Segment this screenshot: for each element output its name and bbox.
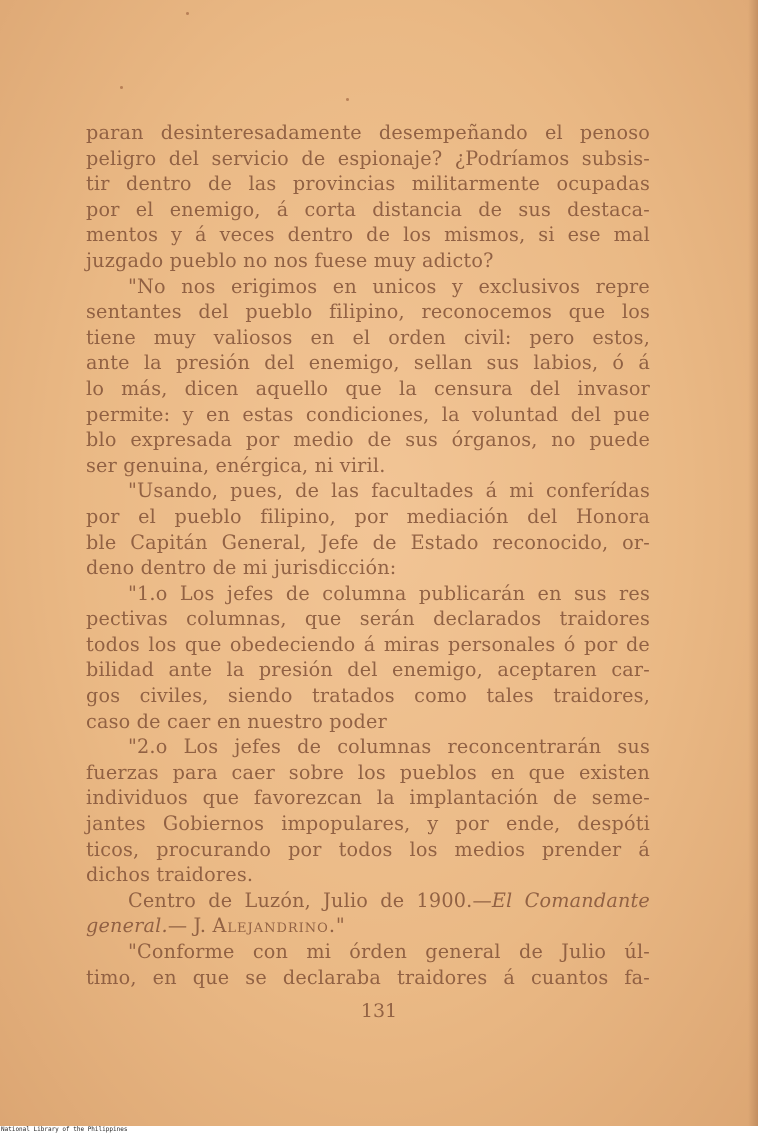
text-line: todos los que obedeciendo á miras personales ó por de bbox=[86, 632, 650, 656]
text-line: fuerzas para caer sobre los pueblos en que existen bbox=[86, 760, 650, 784]
text-line: mentos y á veces dentro de los mismos, si ese mal bbox=[86, 223, 650, 247]
library-credit: National Library of the Philippines bbox=[1, 1126, 128, 1133]
ink-speck bbox=[186, 12, 189, 15]
text-line: jantes Gobiernos impopulares, y por ende, despóti bbox=[86, 812, 650, 836]
footer-strip bbox=[0, 1126, 758, 1133]
text-line: dichos traidores. bbox=[86, 863, 254, 887]
text-line: sentantes del pueblo filipino, reconocemos que los bbox=[86, 300, 650, 324]
text-line: paran desinteresadamente desempeñando el penoso bbox=[86, 121, 650, 144]
text-line: por el enemigo, á corta distancia de sus destaca- bbox=[86, 197, 650, 221]
body-text bbox=[86, 120, 650, 990]
text-line: ticos, procurando por todos los medios prender á bbox=[86, 837, 650, 861]
text-line: gos civiles, siendo tratados como tales traidores, bbox=[86, 684, 650, 708]
text-line: tiene muy valiosos en el orden civil: pero estos, bbox=[86, 325, 650, 349]
text-line: "Conforme con mi órden general de Julio úl- bbox=[128, 940, 650, 963]
text-line: timo, en que se declaraba traidores á cuantos fa- bbox=[86, 965, 650, 989]
text-line bbox=[86, 913, 650, 939]
text-line: juzgado pueblo no nos fuese muy adicto? bbox=[86, 248, 494, 272]
text-line: lo más, dicen aquello que la censura del invasor bbox=[86, 376, 650, 400]
text-line: deno dentro de mi jurisdicción: bbox=[86, 556, 397, 580]
ink-speck bbox=[346, 98, 349, 101]
text-line: individuos que favorezcan la implantación de seme- bbox=[86, 786, 650, 810]
text-line: blo expresada por medio de sus órganos, no puede bbox=[86, 428, 650, 452]
text-line: tir dentro de las provincias militarmente ocupadas bbox=[86, 172, 650, 196]
text-line: "No nos erigimos en unicos y exclusivos repre bbox=[128, 274, 650, 298]
text-line: pectivas columnas, que serán declarados traidores bbox=[86, 607, 650, 631]
text-line: por el pueblo filipino, por mediación del Honora bbox=[86, 504, 650, 528]
text-line: peligro del servicio de espionaje? ¿Podríamos subsis- bbox=[86, 146, 650, 170]
page-number: 131 bbox=[360, 1000, 398, 1022]
dateline: Centro de Luzón, Julio de 1900.— bbox=[128, 888, 492, 912]
text-line: ble Capitán General, Jefe de Estado reconocido, or- bbox=[86, 530, 650, 554]
signature-title-cont: general. bbox=[86, 914, 168, 938]
text-line: "2.o Los jefes de columnas reconcentrarán sus bbox=[128, 735, 650, 759]
text-line: "1.o Los jefes de columna publicarán en sus res bbox=[128, 581, 650, 605]
signature-title: El Comandante bbox=[491, 888, 650, 912]
text-line: bilidad ante la presión del enemigo, aceptaren car- bbox=[86, 658, 650, 682]
text-line: ser genuina, enérgica, ni viril. bbox=[86, 453, 386, 477]
text-line: ante la presión del enemigo, sellan sus labios, ó á bbox=[86, 351, 650, 375]
signature-name: Alejandrino." bbox=[212, 914, 346, 938]
signature-dash: — J. bbox=[167, 914, 213, 938]
text-line bbox=[86, 888, 650, 914]
text-line: "Usando, pues, de las facultades á mi conferídas bbox=[128, 479, 650, 503]
text-line: permite: y en estas condiciones, la voluntad del pue bbox=[86, 402, 650, 426]
ink-speck bbox=[120, 86, 123, 89]
text-line: caso de caer en nuestro poder bbox=[86, 709, 387, 733]
